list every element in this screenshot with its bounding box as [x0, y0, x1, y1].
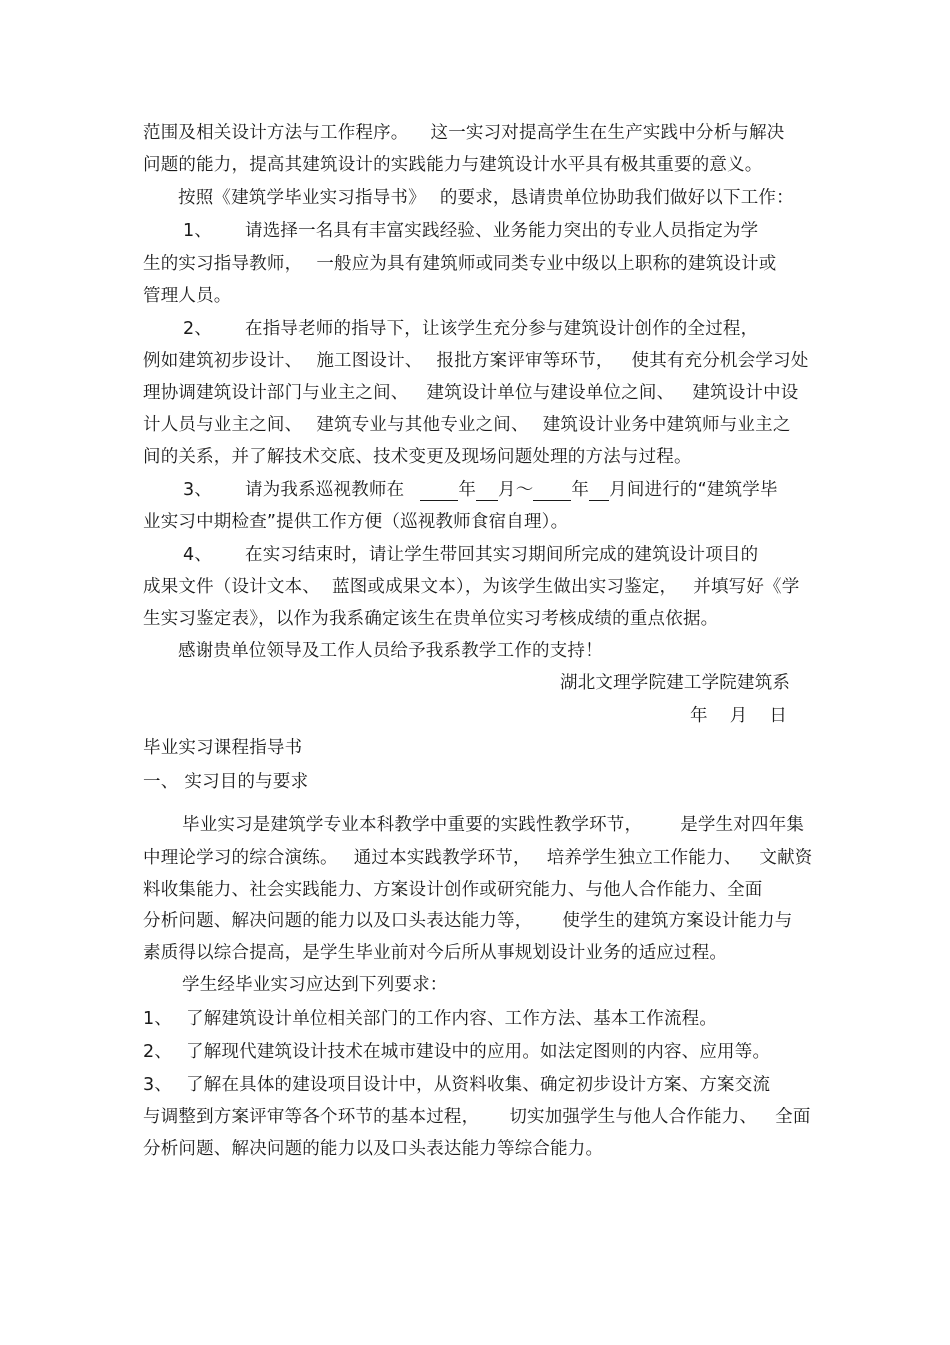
text-segment: 月	[729, 706, 748, 726]
list-item-number: 2、	[183, 319, 213, 339]
paragraph-line	[245, 479, 778, 501]
text-segment: 施工图设计、	[316, 351, 423, 371]
text-segment: 建筑专业与其他专业之间、	[316, 415, 529, 435]
list-item	[143, 1008, 717, 1030]
text-segment: 日	[769, 706, 788, 726]
list-item-number: 3、	[183, 480, 213, 500]
signature: 湖北文理学院建工学院建筑系	[560, 673, 791, 693]
text-segment: 蓝图或成果文本），为该学生做出实习鉴定，	[332, 577, 678, 597]
text-segment: 使学生的建筑方案设计能力与	[562, 911, 793, 931]
paragraph-line: 分析问题、解决问题的能力以及口头表达能力等综合能力。	[143, 1139, 604, 1159]
text-segment: 毕业实习是建筑学专业本科教学中重要的实践性教学环节，	[182, 815, 643, 835]
paragraph-line	[143, 910, 793, 932]
text-segment: 了解在具体的建设项目设计中，从资料收集、确定初步设计方案、方案交流	[186, 1075, 771, 1095]
text-segment: 建筑设计中设	[692, 383, 799, 403]
paragraph-line: 生实习鉴定表》，以作为我系确定该生在贵单位实习考核成绩的重点依据。	[143, 609, 719, 629]
text-segment: 并填写好《学	[693, 577, 800, 597]
paragraph-line: 在指导老师的指导下，让该学生充分参与建筑设计创作的全过程，	[245, 319, 759, 339]
paragraph-line: 素质得以综合提高，是学生毕业前对今后所从事规划设计业务的适应过程。	[143, 943, 728, 963]
paragraph-line: 业实习中期检查”提供工作方便（巡视教师食宿自理）。	[143, 512, 569, 532]
list-item	[143, 1074, 770, 1096]
text-segment: 使其有充分机会学习处	[631, 351, 809, 371]
text-segment: 培养学生独立工作能力、	[546, 848, 742, 868]
text-segment: 中理论学习的综合演练。	[143, 848, 338, 868]
paragraph-line: 请选择一名具有丰富实践经验、业务能力突出的专业人员指定为学	[245, 221, 759, 241]
list-item-number: 1、	[183, 221, 213, 241]
text-segment: 范围及相关设计方法与工作程序。	[143, 123, 409, 143]
paragraph-line: 在实习结束时，请让学生带回其实习期间所完成的建筑设计项目的	[245, 545, 759, 565]
text-segment: 成果文件（设计文本、	[143, 577, 320, 597]
text-segment: 年	[571, 480, 590, 500]
text-segment: 是学生对四年集	[680, 815, 805, 835]
list-item	[143, 1041, 770, 1063]
paragraph-line: 料收集能力、社会实践能力、方案设计创作或研究能力、与他人合作能力、全面	[143, 880, 763, 900]
list-item-number: 3、	[143, 1075, 173, 1095]
text-segment: 与调整到方案评审等各个环节的基本过程，	[143, 1107, 480, 1127]
list-item-number: 1、	[143, 1009, 173, 1029]
text-segment: 计人员与业主之间、	[143, 415, 303, 435]
text-segment: 文献资	[759, 848, 813, 868]
paragraph-line	[143, 1106, 811, 1128]
text-segment: 月～	[498, 480, 534, 500]
blank-line[interactable]	[420, 482, 458, 501]
text-segment: 年	[690, 706, 708, 726]
text-segment: 建筑设计业务中建筑师与业主之	[542, 415, 791, 435]
text-segment: 生的实习指导教师，	[143, 254, 303, 274]
text-segment: 分析问题、解决问题的能力以及口头表达能力等，	[143, 911, 533, 931]
paragraph-line: 管理人员。	[143, 286, 232, 306]
text-segment: 请为我系巡视教师在	[245, 480, 405, 500]
text-segment: 切实加强学生与他人合作能力、	[509, 1107, 758, 1127]
heading	[143, 771, 308, 793]
paragraph-line: 问题的能力，提高其建筑设计的实践能力与建筑设计水平具有极其重要的意义。	[143, 155, 763, 175]
text-segment: 月间进行的“建筑学毕	[609, 480, 778, 500]
paragraph-line	[143, 350, 809, 372]
paragraph-line	[143, 253, 777, 275]
paragraph-line	[143, 122, 785, 144]
text-segment: 一、	[143, 772, 179, 792]
text-segment: 通过本实践教学环节，	[353, 848, 531, 868]
text-segment: 按照《建筑学毕业实习指导书》	[178, 188, 426, 208]
text-segment: 这一实习对提高学生在生产实践中分析与解决	[430, 123, 785, 143]
text-segment: 年	[458, 480, 477, 500]
text-segment: 了解建筑设计单位相关部门的工作内容、工作方法、基本工作流程。	[186, 1009, 718, 1029]
section-title: 毕业实习课程指导书	[143, 738, 303, 758]
paragraph-line: 间的关系，并了解技术交底、技术变更及现场问题处理的方法与过程。	[143, 447, 692, 467]
text-segment: 建筑设计单位与建设单位之间、	[426, 383, 675, 403]
text-segment: 理协调建筑设计部门与业主之间、	[143, 383, 409, 403]
text-segment: 实习目的与要求	[184, 772, 309, 792]
paragraph-line	[182, 814, 804, 836]
blank-line[interactable]	[589, 482, 609, 501]
text-segment: 例如建筑初步设计、	[143, 351, 303, 371]
paragraph-line	[143, 382, 799, 404]
text-segment: 的要求，恳请贵单位协助我们做好以下工作：	[439, 188, 794, 208]
list-item-number: 4、	[183, 545, 213, 565]
list-item-number: 2、	[143, 1042, 173, 1062]
paragraph-line	[143, 847, 813, 869]
date-line	[690, 705, 787, 727]
paragraph-line	[143, 414, 791, 436]
paragraph-line	[143, 576, 799, 598]
blank-line[interactable]	[476, 482, 498, 501]
paragraph-line: 学生经毕业实习应达到下列要求：	[182, 975, 448, 995]
text-segment: 全面	[775, 1107, 811, 1127]
text-segment: 了解现代建筑设计技术在城市建设中的应用。如法定图则的内容、应用等。	[186, 1042, 771, 1062]
blank-line[interactable]	[533, 482, 571, 501]
text-segment: 一般应为具有建筑师或同类专业中级以上职称的建筑设计或	[316, 254, 777, 274]
paragraph-line	[178, 187, 794, 209]
thanks-line: 感谢贵单位领导及工作人员给予我系教学工作的支持！	[178, 641, 603, 661]
text-segment: 报批方案评审等环节，	[436, 351, 614, 371]
